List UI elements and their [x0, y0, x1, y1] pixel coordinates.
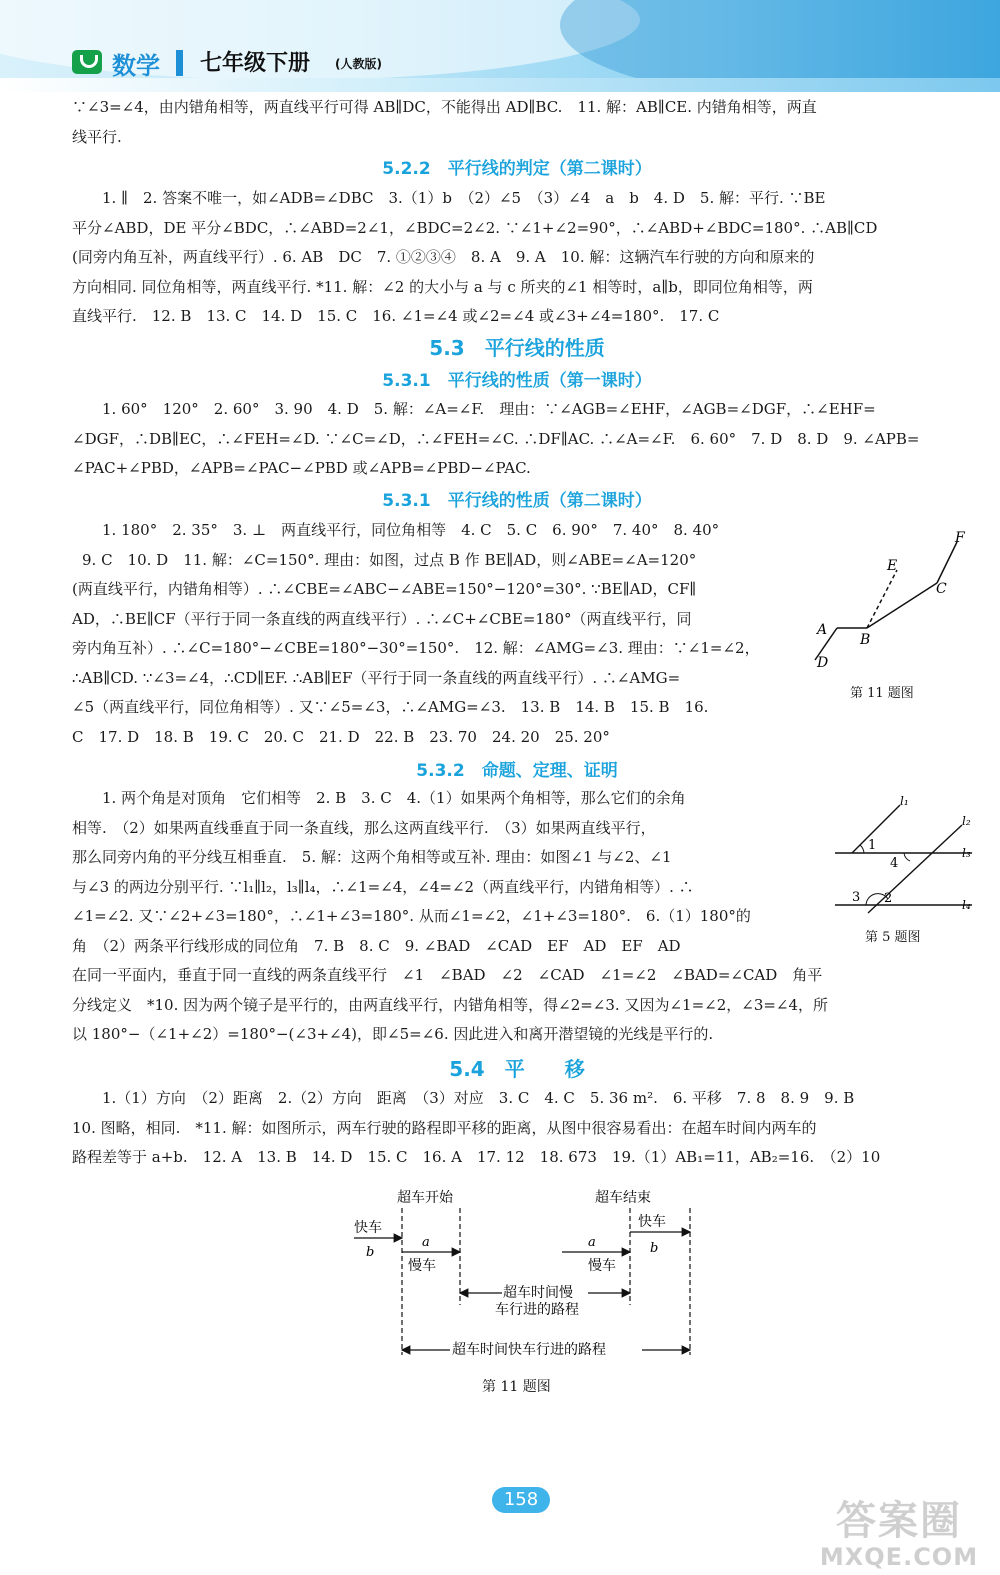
- label-a-start: a: [422, 1235, 430, 1250]
- text-line: 相等. （2）如果两直线垂直于同一条直线，那么这两直线平行. （3）如果两直线平行，: [72, 818, 656, 837]
- label-slow-distance-2: 车行进的路程: [495, 1302, 579, 1318]
- line-bc: [867, 583, 937, 628]
- label-fast-car-end: 快车: [638, 1214, 666, 1230]
- overtaking-diagram: [340, 1180, 710, 1405]
- text-line: ∠1=∠2. 又∵∠2+∠3=180°，∴∠1+∠3=180°. 从而∠1=∠2，∠1+∠3=180°. 6.（1）180°的: [72, 907, 751, 925]
- text-line: 与∠3 的两边分别平行. ∵l₁∥l₂，l₃∥l₄，∴∠1=∠4，∠4=∠2（两直线平行，内错角相等）. ∴: [72, 877, 694, 896]
- watermark-text: 答案圈: [836, 1498, 962, 1544]
- text-line: 1. 两个角是对顶角 它们相等 2. B 3. C 4.（1）如果两个角相等，那么它们的余角: [102, 789, 686, 807]
- text-line: 那么同旁内角的平分线互相垂直. 5. 解：这两个角相等或互补. 理由：如图∠1 与∠2、∠1: [72, 848, 672, 866]
- label-l4: l₄: [962, 898, 971, 912]
- label-overtake-start: 超车开始: [397, 1190, 453, 1206]
- grade-title: 七年级下册: [200, 51, 311, 76]
- answers-5-3-2-narrow: [72, 784, 802, 961]
- text-line: 在同一平面内，垂直于同一直线的两条直线平行 ∠1 ∠BAD ∠2 ∠CAD ∠1=∠2 ∠BAD=∠CAD 角平: [72, 966, 823, 984]
- text-line: 路程差等于 a+b. 12. A 13. B 14. D 15. C 16. A 17. 12 18. 673 19.（1）AB₁=11，AB₂=16. （2）10: [72, 1148, 881, 1166]
- text-line: 平分∠ABD，DE 平分∠BDC，∴∠ABD=2∠1，∠BDC=2∠2. ∵∠1+∠2=90°，∴∠ABD+∠BDC=180°. ∴AB∥CD: [72, 218, 878, 237]
- text-line: 1. 60° 120° 2. 60° 3. 90 4. D 5. 解：∠A=∠F. 理由：∵∠AGB=∠EHF，∠AGB=∠DGF，∴∠EHF=: [102, 400, 876, 418]
- answers-5-3-2-wide: [72, 961, 962, 1050]
- text-line: ∠PAC+∠PBD，∠APB=∠PAC−∠PBD 或∠APB=∠PBD−∠PAC.: [72, 459, 531, 477]
- angle-4-arc: [904, 853, 910, 861]
- label-b: B: [860, 632, 871, 648]
- label-angle-4: 4: [890, 856, 899, 871]
- line-be-dashed: [867, 570, 897, 628]
- header-banner: [0, 0, 1000, 92]
- text-line: AD，∴BE∥CF（平行于同一条直线的两直线平行）. ∴∠C+∠CBE=180°（两直线平行，同: [72, 609, 692, 628]
- label-angle-3: 3: [852, 890, 861, 905]
- label-l3: l₃: [962, 846, 971, 860]
- line-cf: [937, 542, 957, 583]
- text-line: 直线平行. 12. B 13. C 14. D 15. C 16. ∠1=∠4 或∠2=∠4 或∠3+∠4=180°. 17. C: [72, 307, 720, 325]
- text-line: 10. 图略，相同. *11. 解：如图所示，两车行驶的路程即平移的距离，从图中很容易看出：在超车时间内两车的: [72, 1118, 817, 1137]
- page-number: 158: [492, 1487, 550, 1513]
- section-heading-5-3: 5.3 平行线的性质: [429, 336, 605, 360]
- label-b-end: b: [650, 1241, 659, 1256]
- text-line: 旁内角互补）. ∴∠C=180°−∠CBE=180°−30°=150°. 12. 解：∠AMG=∠3. 理由：∵∠1=∠2，: [72, 639, 760, 657]
- title-divider: [176, 50, 183, 76]
- label-b-start: b: [366, 1245, 375, 1260]
- label-f: F: [955, 530, 965, 546]
- text-line: 角 （2）两条平行线形成的同位角 7. B 8. C 9. ∠BAD ∠CAD EF AD EF AD: [72, 936, 681, 955]
- edition-label: (人教版): [335, 57, 382, 71]
- text-line: ∵∠3=∠4，由内错角相等，两直线平行可得 AB∥DC，不能得出 AD∥BC. 11. 解：AB∥CE. 内错角相等，两直: [72, 98, 817, 116]
- label-a: A: [817, 622, 828, 638]
- text-line: 方向相同. 同位角相等，两直线平行. *11. 解：∠2 的大小与 a 与 c 所夹的∠1 相等时，a∥b，即同位角相等，两: [72, 277, 813, 296]
- text-line: 1.（1）方向 （2）距离 2.（2）方向 距离 （3）对应 3. C 4. C 5. 36 m². 6. 平移 7. 8 8. 9 9. B: [102, 1089, 855, 1107]
- section-heading-5-3-1-a: 5.3.1 平行线的性质（第一课时）: [382, 371, 652, 391]
- text-line: 分线定义 *10. 因为两个镜子是平行的，由两直线平行，内错角相等，得∠2=∠3. 又因为∠1=∠2，∠3=∠4，所: [72, 995, 829, 1014]
- figure-q5-parallel-lines: [830, 795, 980, 920]
- answers-5-3-1-b: [72, 516, 787, 752]
- section-heading-5-3-1-b: 5.3.1 平行线的性质（第二课时）: [382, 491, 652, 511]
- label-angle-1: 1: [868, 838, 877, 853]
- section-heading-5-4: 5.4 平 移: [449, 1057, 585, 1081]
- answers-5-3-1-a: [72, 395, 962, 484]
- label-e: E: [887, 558, 898, 574]
- text-line: 9. C 10. D 11. 解：∠C=150°. 理由：如图，过点 B 作 BE∥AD，则∠ABE=∠A=120°: [82, 550, 697, 569]
- line-l2: [868, 825, 962, 913]
- text-line: 以 180°−（∠1+∠2）=180°−(∠3+∠4)，即∠5=∠6. 因此进入和离开潜望镜的光线是平行的.: [72, 1025, 714, 1043]
- label-fast-distance: 超车时间快车行进的路程: [452, 1342, 606, 1358]
- text-line: C 17. D 18. B 19. C 20. C 21. D 22. B 23. 70 24. 20 25. 20°: [72, 727, 610, 746]
- figure-caption: 第 5 题图: [865, 930, 921, 945]
- figure-caption: 第 11 题图: [482, 1379, 551, 1395]
- figure-caption: 第 11 题图: [850, 686, 914, 701]
- book-logo-icon: [72, 50, 102, 74]
- label-l2: l₂: [962, 814, 971, 828]
- label-angle-2: 2: [884, 891, 893, 906]
- text-line: 1. ∥ 2. 答案不唯一，如∠ADB=∠DBC 3.（1）b （2）∠5 （3）∠4 a b 4. D 5. 解：平行. ∵BE: [102, 189, 826, 207]
- section-heading-5-2-2: 5.2.2 平行线的判定（第二课时）: [382, 159, 652, 179]
- figure-q11-angles: [805, 528, 975, 678]
- section-heading-5-3-2: 5.3.2 命题、定理、证明: [416, 761, 618, 781]
- text-line: 线平行.: [72, 127, 122, 146]
- label-slow-distance-1: 超车时间慢: [503, 1285, 573, 1301]
- label-d: D: [817, 655, 829, 671]
- label-c: C: [936, 581, 947, 597]
- label-a-end: a: [588, 1235, 596, 1250]
- text-line: 1. 180° 2. 35° 3. ⊥ 两直线平行，同位角相等 4. C 5. C 6. 90° 7. 40° 8. 40°: [102, 521, 720, 539]
- text-line: ∴AB∥CD. ∵∠3=∠4，∴CD∥EF. ∴AB∥EF（平行于同一条直线的两直线平行）. ∴∠AMG=: [72, 668, 681, 687]
- label-fast-car-start: 快车: [354, 1220, 382, 1236]
- text-line: (两直线平行，内错角相等）. ∴∠CBE=∠ABC−∠ABE=150°−120°=30°. ∵BE∥AD，CF∥: [72, 580, 697, 598]
- answers-5-4: [72, 1084, 962, 1173]
- label-overtake-end: 超车结束: [595, 1190, 651, 1206]
- text-line: ∠5（两直线平行，同位角相等）. 又∵∠5=∠3，∴∠AMG=∠3. 13. B 14. B 15. B 16.: [72, 698, 709, 716]
- label-l1: l₁: [900, 795, 909, 808]
- intro-paragraph: [72, 93, 962, 152]
- watermark-logo: [804, 1499, 994, 1571]
- text-line: (同旁内角互补，两直线平行）. 6. AB DC 7. ①②③④ 8. A 9. A 10. 解：这辆汽车行驶的方向和原来的: [72, 248, 815, 266]
- answers-5-2-2: [72, 184, 962, 332]
- angle-1-arc: [860, 845, 864, 853]
- watermark-url: MXQE.COM: [819, 1543, 979, 1571]
- subject-title: 数学: [112, 52, 160, 80]
- label-slow-car-start: 慢车: [408, 1258, 436, 1274]
- label-slow-car-end: 慢车: [588, 1258, 616, 1274]
- text-line: ∠DGF，∴DB∥EC，∴∠FEH=∠D. ∵∠C=∠D，∴∠FEH=∠C. ∴DF∥AC. ∴∠A=∠F. 6. 60° 7. D 8. D 9. ∠APB=: [72, 429, 920, 448]
